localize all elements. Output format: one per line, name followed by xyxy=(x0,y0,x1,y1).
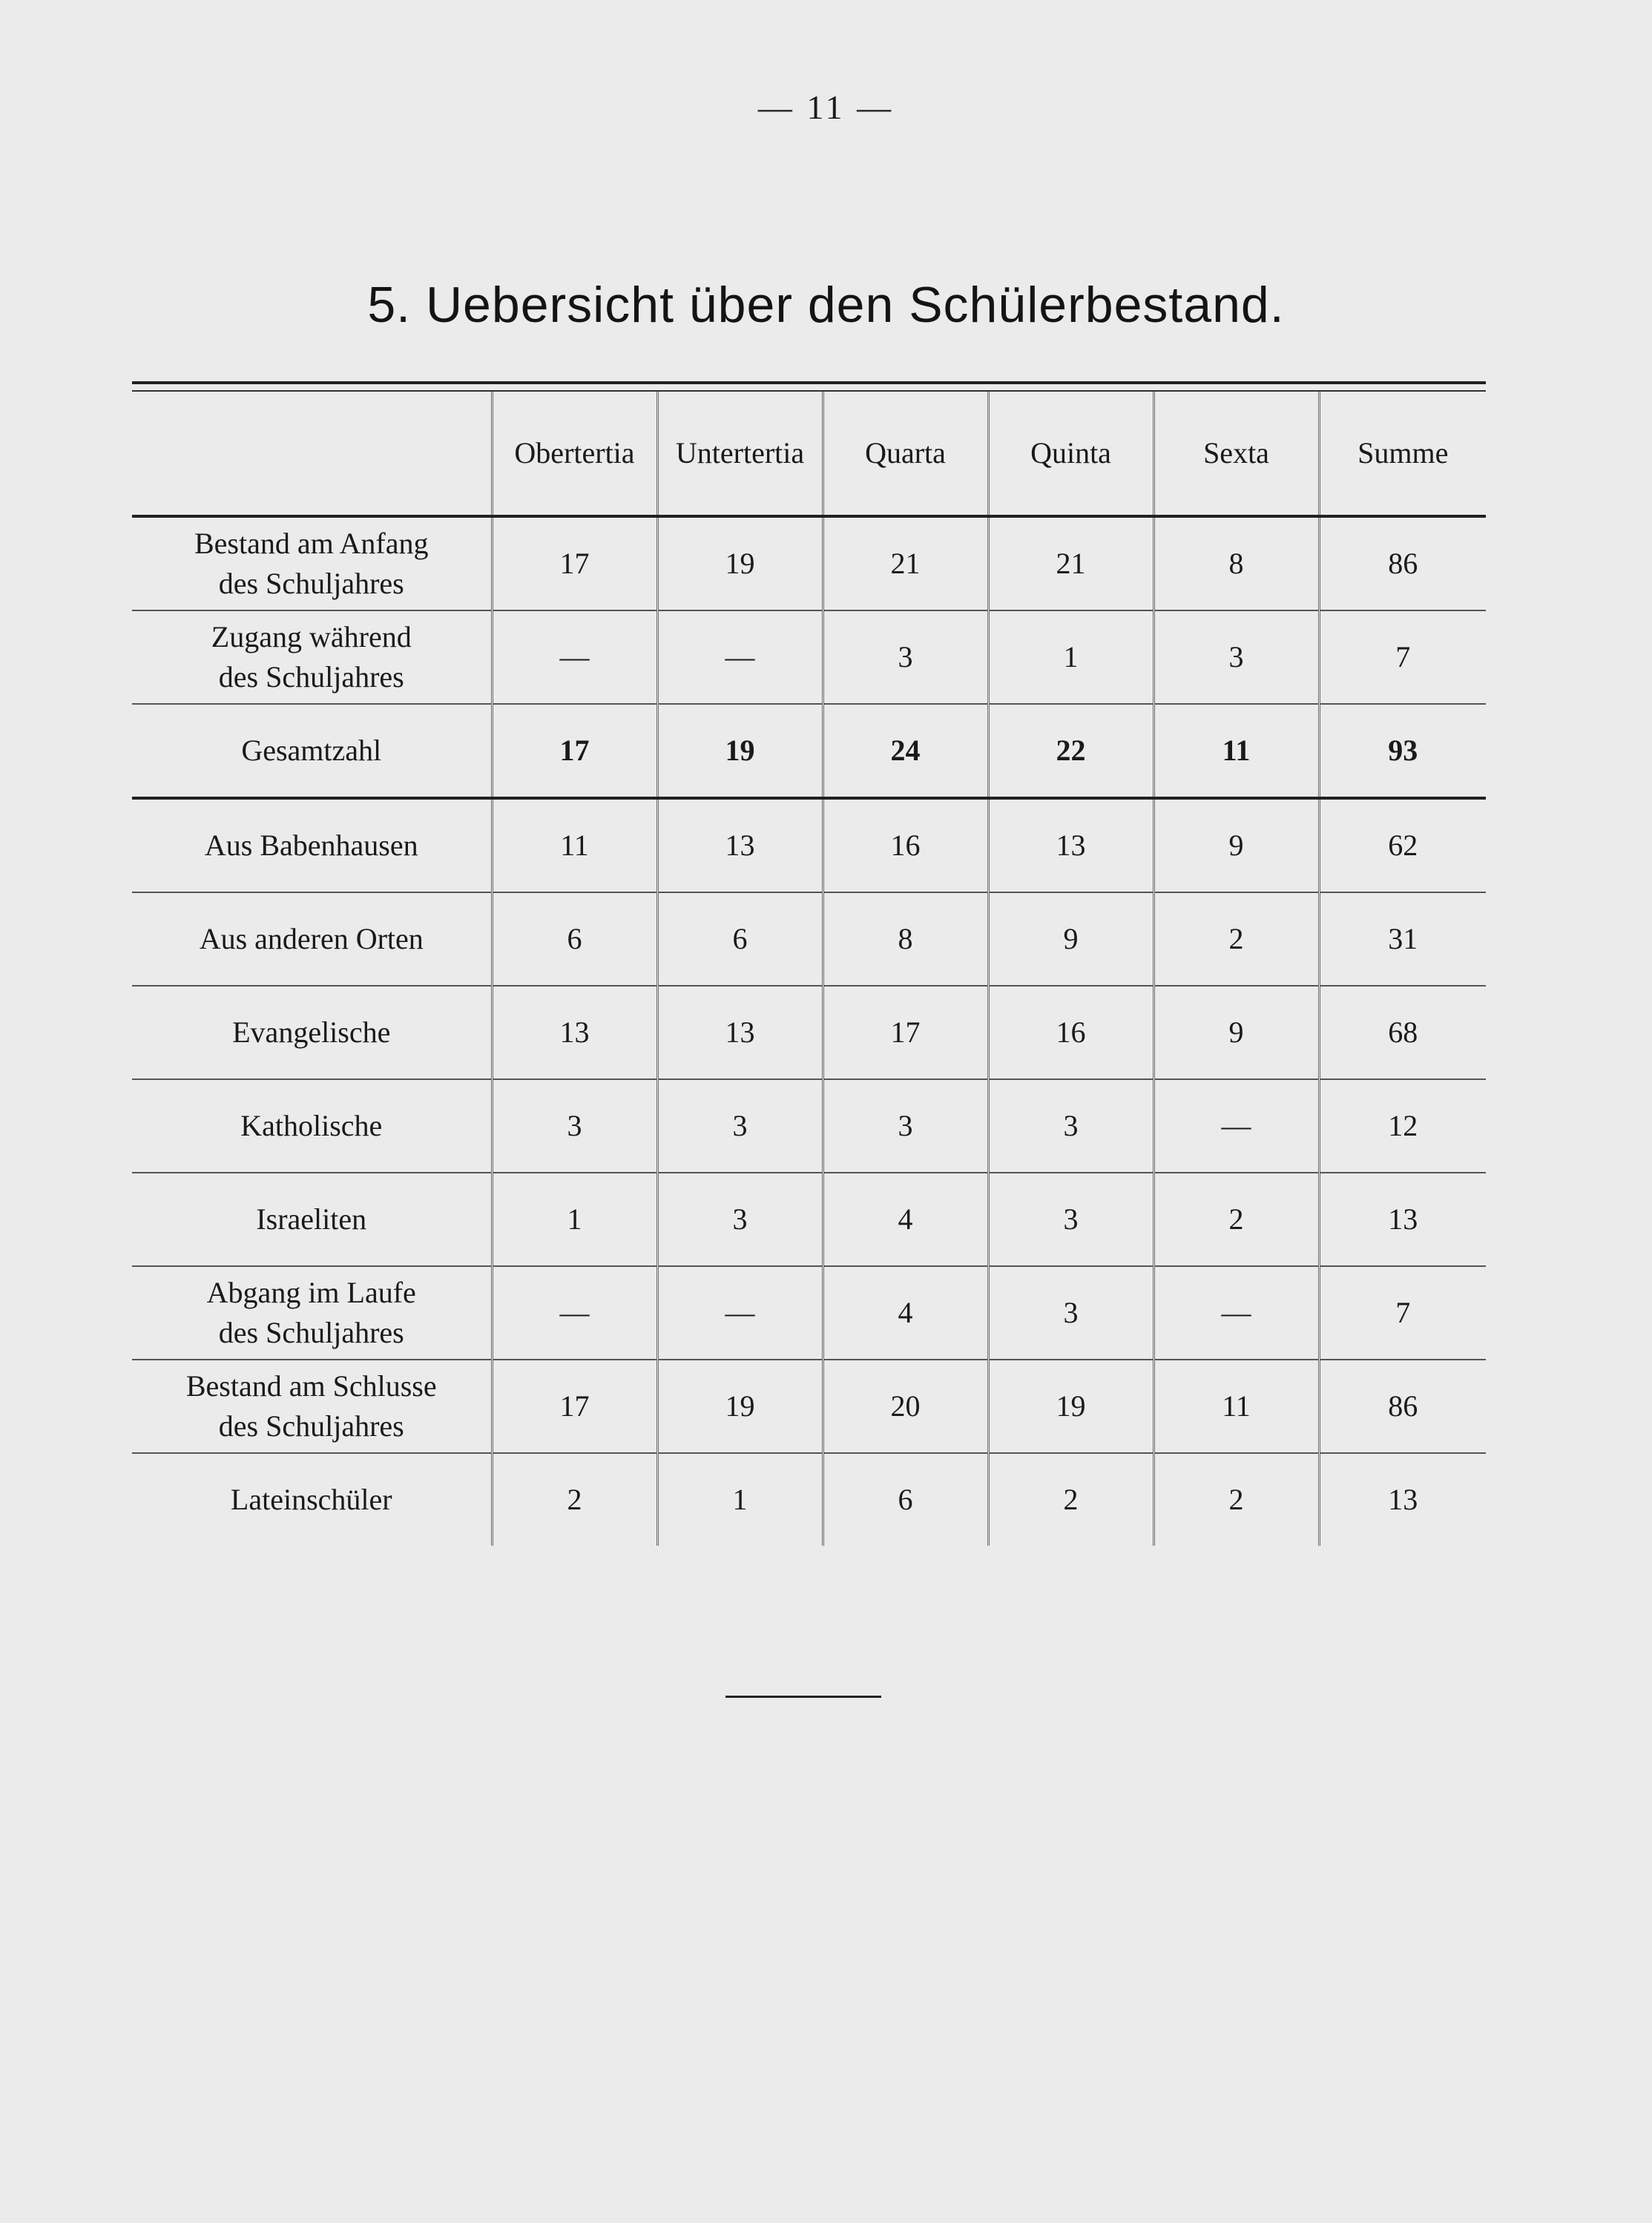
value-cell: 17 xyxy=(492,704,657,798)
table-row xyxy=(132,1173,1486,1266)
value-cell: 17 xyxy=(823,986,988,1079)
row-label-line: des Schuljahres xyxy=(218,660,404,694)
value-cell: 22 xyxy=(988,704,1154,798)
value-cell: 21 xyxy=(823,516,988,610)
table-row xyxy=(132,1266,1486,1360)
table-row xyxy=(132,516,1486,610)
value-cell: — xyxy=(492,610,657,704)
sum-cell: 62 xyxy=(1319,798,1486,892)
value-cell: 16 xyxy=(988,986,1154,1079)
column-header: Untertertia xyxy=(657,392,823,516)
value-cell: 9 xyxy=(1154,986,1319,1079)
header-corner-cell xyxy=(132,392,492,516)
value-cell: 19 xyxy=(988,1360,1154,1453)
row-label xyxy=(132,1360,492,1453)
row-label-line: Aus Babenhausen xyxy=(204,829,418,862)
value-cell: 3 xyxy=(988,1173,1154,1266)
row-label-line: des Schuljahres xyxy=(218,1316,404,1349)
sum-cell: 13 xyxy=(1319,1453,1486,1546)
row-label xyxy=(132,1173,492,1266)
table-row xyxy=(132,1079,1486,1173)
value-cell: 9 xyxy=(988,892,1154,986)
table-row xyxy=(132,892,1486,986)
sum-cell: 7 xyxy=(1319,1266,1486,1360)
value-cell: 19 xyxy=(657,704,823,798)
value-cell: 4 xyxy=(823,1173,988,1266)
table-row xyxy=(132,986,1486,1079)
value-cell: 3 xyxy=(1154,610,1319,704)
value-cell: 6 xyxy=(823,1453,988,1546)
value-cell: 2 xyxy=(1154,1173,1319,1266)
row-label xyxy=(132,1266,492,1360)
value-cell: — xyxy=(1154,1266,1319,1360)
value-cell: 2 xyxy=(1154,1453,1319,1546)
row-label-line: Bestand am Anfang xyxy=(194,527,429,560)
table-body xyxy=(132,516,1486,1546)
row-label-line: Israeliten xyxy=(256,1202,367,1236)
value-cell: 13 xyxy=(988,798,1154,892)
table-row xyxy=(132,798,1486,892)
value-cell: 2 xyxy=(492,1453,657,1546)
value-cell: 11 xyxy=(1154,704,1319,798)
row-label-line: des Schuljahres xyxy=(218,567,404,600)
value-cell: 1 xyxy=(657,1453,823,1546)
value-cell: 1 xyxy=(988,610,1154,704)
row-label xyxy=(132,986,492,1079)
sum-cell: 86 xyxy=(1319,516,1486,610)
value-cell: 2 xyxy=(1154,892,1319,986)
column-header: Obertertia xyxy=(492,392,657,516)
column-header: Quinta xyxy=(988,392,1154,516)
sum-cell: 7 xyxy=(1319,610,1486,704)
row-label-line: Zugang während xyxy=(211,620,412,653)
value-cell: 3 xyxy=(657,1173,823,1266)
table-top-rule xyxy=(132,381,1486,384)
closing-rule xyxy=(725,1696,881,1698)
row-label-line: des Schuljahres xyxy=(218,1409,404,1443)
value-cell: 3 xyxy=(823,610,988,704)
value-cell: 3 xyxy=(988,1266,1154,1360)
table-row xyxy=(132,704,1486,798)
value-cell: 24 xyxy=(823,704,988,798)
value-cell: 2 xyxy=(988,1453,1154,1546)
student-statistics-table-wrapper xyxy=(132,381,1486,1546)
value-cell: 13 xyxy=(657,986,823,1079)
value-cell: — xyxy=(492,1266,657,1360)
row-label xyxy=(132,516,492,610)
value-cell: 19 xyxy=(657,516,823,610)
value-cell: 17 xyxy=(492,516,657,610)
value-cell: 6 xyxy=(492,892,657,986)
table-row xyxy=(132,1453,1486,1546)
row-label-line: Evangelische xyxy=(232,1015,391,1049)
value-cell: 1 xyxy=(492,1173,657,1266)
page-title: 5. Uebersicht über den Schülerbestand. xyxy=(367,277,1285,333)
row-label xyxy=(132,704,492,798)
sum-cell: 31 xyxy=(1319,892,1486,986)
sum-cell: 93 xyxy=(1319,704,1486,798)
value-cell: 8 xyxy=(823,892,988,986)
row-label xyxy=(132,610,492,704)
value-cell: 13 xyxy=(492,986,657,1079)
value-cell: 3 xyxy=(823,1079,988,1173)
row-label-line: Aus anderen Orten xyxy=(199,922,424,955)
row-label-line: Bestand am Schlusse xyxy=(185,1369,437,1403)
sum-cell: 13 xyxy=(1319,1173,1486,1266)
row-label-line: Abgang im Laufe xyxy=(206,1276,416,1309)
value-cell: 9 xyxy=(1154,798,1319,892)
row-label xyxy=(132,1453,492,1546)
sum-cell: 86 xyxy=(1319,1360,1486,1453)
sum-cell: 68 xyxy=(1319,986,1486,1079)
row-label-line: Katholische xyxy=(240,1109,383,1142)
value-cell: 13 xyxy=(657,798,823,892)
row-label xyxy=(132,892,492,986)
value-cell: 8 xyxy=(1154,516,1319,610)
student-statistics-table xyxy=(132,392,1486,1546)
table-row xyxy=(132,610,1486,704)
row-label-line: Lateinschüler xyxy=(230,1483,392,1516)
value-cell: 11 xyxy=(1154,1360,1319,1453)
value-cell: 3 xyxy=(492,1079,657,1173)
sum-cell: 12 xyxy=(1319,1079,1486,1173)
value-cell: — xyxy=(657,1266,823,1360)
table-header-row xyxy=(132,392,1486,516)
value-cell: 17 xyxy=(492,1360,657,1453)
value-cell: 6 xyxy=(657,892,823,986)
value-cell: 21 xyxy=(988,516,1154,610)
row-label-line: Gesamtzahl xyxy=(241,734,382,767)
column-header: Sexta xyxy=(1154,392,1319,516)
column-header: Quarta xyxy=(823,392,988,516)
value-cell: 11 xyxy=(492,798,657,892)
value-cell: 16 xyxy=(823,798,988,892)
value-cell: 3 xyxy=(657,1079,823,1173)
value-cell: 4 xyxy=(823,1266,988,1360)
value-cell: 19 xyxy=(657,1360,823,1453)
row-label xyxy=(132,1079,492,1173)
table-row xyxy=(132,1360,1486,1453)
value-cell: — xyxy=(1154,1079,1319,1173)
page-number: — 11 — xyxy=(757,88,895,126)
value-cell: — xyxy=(657,610,823,704)
row-label xyxy=(132,798,492,892)
value-cell: 3 xyxy=(988,1079,1154,1173)
column-header: Summe xyxy=(1319,392,1486,516)
value-cell: 20 xyxy=(823,1360,988,1453)
